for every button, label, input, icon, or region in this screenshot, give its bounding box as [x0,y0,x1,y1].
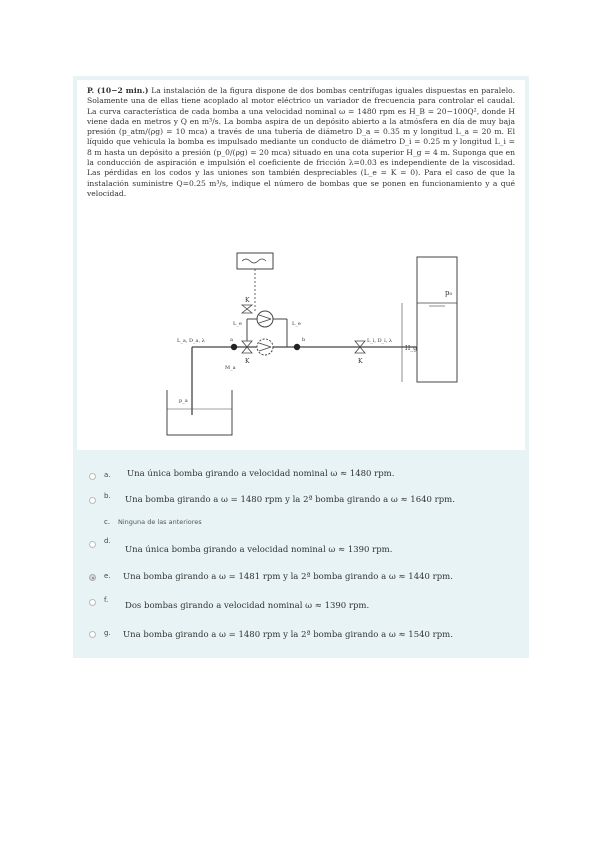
pressure-tank [417,257,457,382]
discharge-label: L_i, D_i, λ [367,338,393,344]
question-card [77,80,525,450]
p0-label: p₀ [445,289,453,297]
option-g-radio[interactable] [89,631,96,638]
question-body: La instalación de la figura dispone de dos bombas centrífugas iguales dispuestas en paralelo. Solamente una de ellas tiene acoplado al motor eléctrico un variador de frecuencia para controlar el caudal. La curva característica de cada bomba a una velocidad nominal ω = 1480 rpm es H_B = 20−100Q², donde H viene dada en metros y Q en m³/s. La bomba aspira de un depósito abierto a la atmósfera en día de muy baja presión (p_atm/(ρg) = 10 mca) a través de una tubería de diámetro D_a = 0.35 m y longitud L_a = 20 m. El líquido que vehicula la bomba es impulsado mediante un conducto de diámetro D_i = 0.25 m y longitud L_i = 8 m hasta un depósito a presión (p_0/(ρg) = 20 mca) situado en una cota superior H_g = 4 m. Suponga que en la conducción de aspiración e impulsión el coeficiente de fricción λ=0.03 es independiente de la viscosidad. Las pérdidas en los codos y las uniones son también despreciables (L_e = K = 0). Para el caso de que la instalación suministre Q=0.25 m³/s, indique el número de bombas que se ponen en funcionamiento y a qué velocidad. [87,86,515,198]
hg-label: H_g [405,345,418,352]
option-e-letter: e. [104,572,111,580]
k-right-label: K [358,358,363,365]
option-d-radio[interactable] [89,541,96,548]
suction-tank [167,390,232,435]
option-c-text: Ninguna de las anteriores [118,518,202,526]
a-label: a [230,337,233,343]
option-b[interactable] [73,491,529,509]
le-right-label: L_e [292,321,301,327]
option-e-radio[interactable] [89,574,96,581]
option-b-radio[interactable] [89,497,96,504]
option-f-text: Dos bombas girando a velocidad nominal ω ≈ 1390 rpm. [125,601,370,611]
option-d-letter: d. [104,537,111,545]
b-label: b [302,337,306,343]
option-a-radio[interactable] [89,473,96,480]
ma-label: M_a [225,365,236,371]
le-top-label: L_e [233,321,242,327]
option-e[interactable] [73,570,529,588]
drive-wave-icon [242,259,266,263]
option-d[interactable] [73,536,529,554]
option-g-letter: g. [104,629,111,637]
installation-diagram [137,245,467,445]
node-b [294,344,300,350]
option-b-text: Una bomba girando a ω = 1480 rpm y la 2ª bomba girando a ω ≈ 1640 rpm. [125,495,455,505]
option-f[interactable] [73,595,529,613]
question-text [87,86,515,199]
node-a [231,344,237,350]
valve-top-icon [242,305,252,313]
question-panel [73,76,529,658]
option-d-text: Una única bomba girando a velocidad nominal ω ≈ 1390 rpm. [125,545,393,555]
option-c[interactable] [73,517,529,535]
suction-label: L_a, D_a, λ [177,338,205,344]
option-e-text: Una bomba girando a ω = 1481 rpm y la 2ª bomba girando a ω ≈ 1440 rpm. [123,572,453,582]
option-g-text: Una bomba girando a ω = 1480 rpm y la 2ª bomba girando a ω ≈ 1540 rpm. [123,630,453,640]
option-f-radio[interactable] [89,599,96,606]
pa-label: p_a [179,398,188,404]
option-g[interactable] [73,628,529,646]
option-c-letter: c. [104,518,111,526]
option-a-letter: a. [104,471,111,479]
option-b-letter: b. [104,492,111,500]
question-label: P. (10−2 min.) [87,86,149,95]
k-mid-label: K [245,358,250,365]
option-f-letter: f. [104,596,109,604]
k-top-label: K [245,297,250,304]
option-a-text: Una única bomba girando a velocidad nominal ω ≈ 1480 rpm. [127,469,395,479]
option-a[interactable] [73,468,529,486]
